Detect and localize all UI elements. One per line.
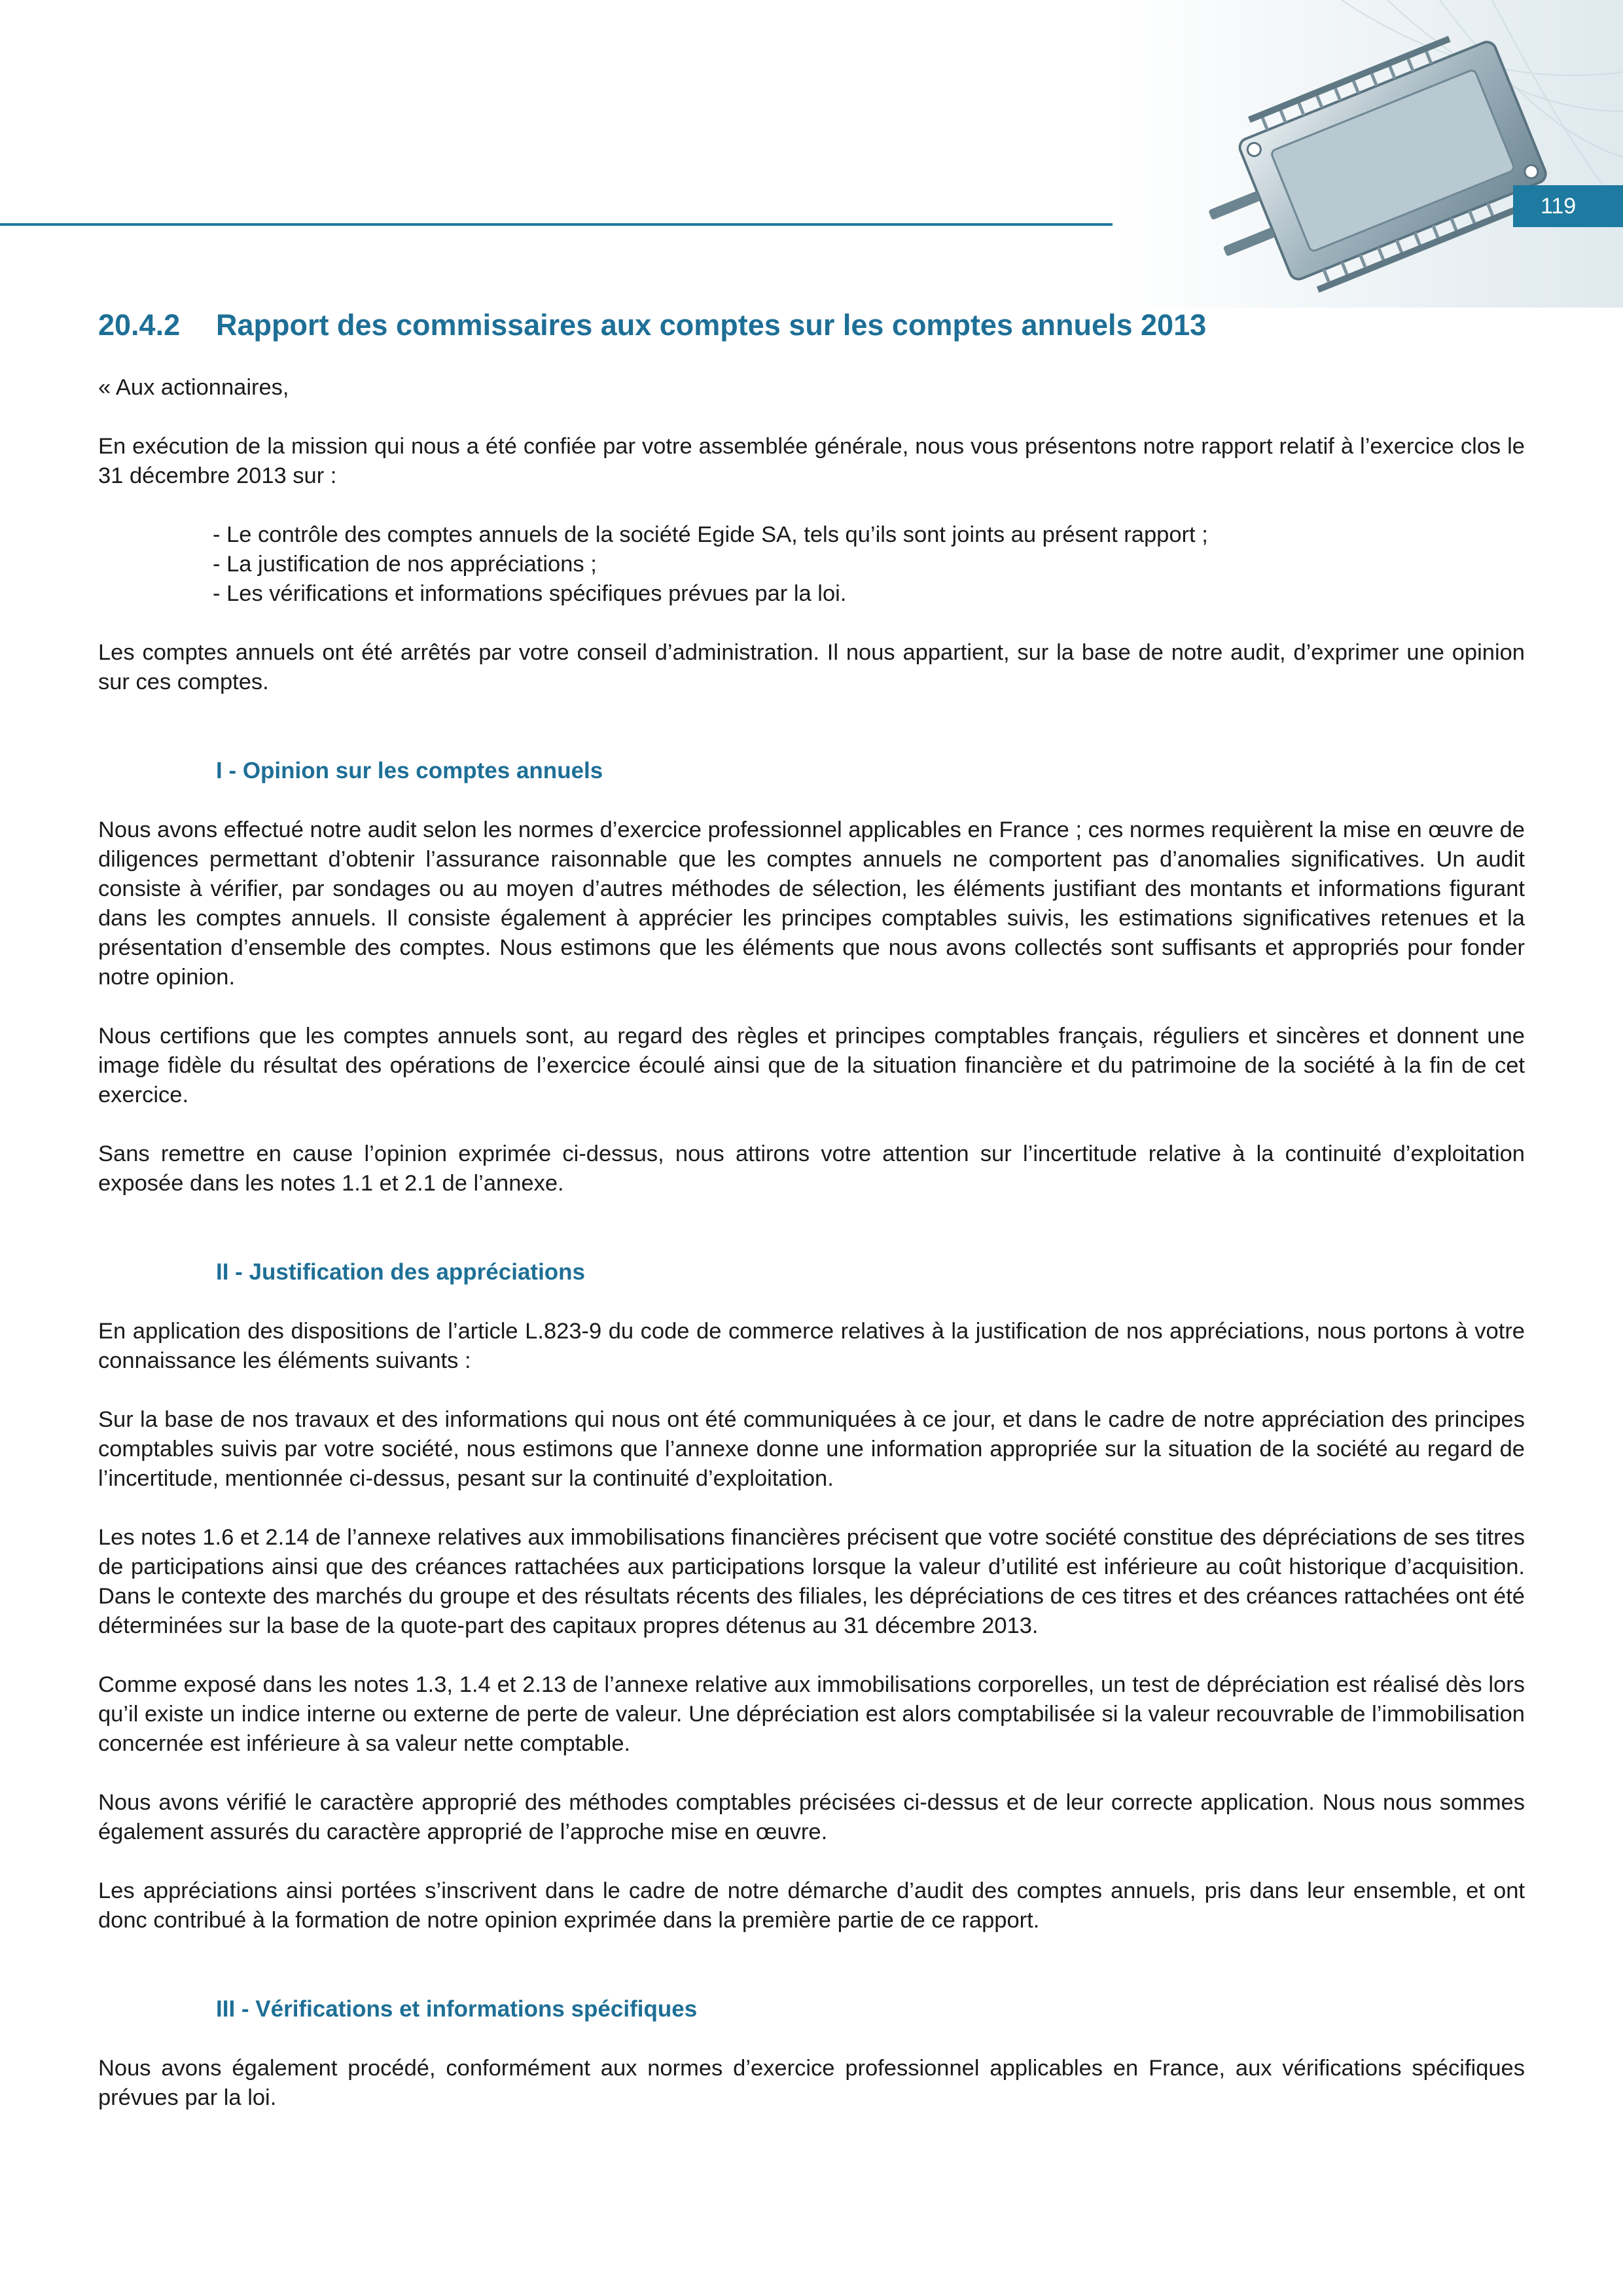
paragraph: Les notes 1.6 et 2.14 de l’annexe relatives aux immobilisations financières précisent que votre société constitue des dépréciations de ses titres de participations ainsi que des créances rattachées aux participations lorsque la valeur d’utilité est inférieure au coût historique d’acquisition. Dans le contexte des marchés du groupe et des résultats récents des filiales, les dépréciations de ces titres et des créances rattachées ont été déterminées sur la base de la quote-part des capitaux propres détenus au 31 décembre 2013. xyxy=(98,1525,1525,1638)
list-item: - La justification de nos appréciations ; xyxy=(213,552,597,577)
document-body xyxy=(98,308,1525,2142)
paragraph: En application des dispositions de l’article L.823-9 du code de commerce relatives à la justification de nos appréciations, nous portons à votre connaissance les éléments suivants : xyxy=(98,1319,1525,1373)
part3-heading: III - Vérifications et informations spécifiques xyxy=(216,1996,698,2022)
salutation: « Aux actionnaires, xyxy=(98,375,289,400)
section-title-text: Rapport des commissaires aux comptes sur les comptes annuels 2013 xyxy=(216,308,1207,342)
intro-paragraph: En exécution de la mission qui nous a été confiée par votre assemblée générale, nous vous présentons notre rapport relatif à l’exercice clos le 31 décembre 2013 sur : xyxy=(98,434,1525,488)
list-item: - Les vérifications et informations spécifiques prévues par la loi. xyxy=(213,581,847,606)
paragraph: Nous avons effectué notre audit selon les normes d’exercice professionnel applicables en France ; ces normes requièrent la mise en œuvre de diligences permettant d’obtenir l’assurance raisonnable que les comptes annuels ne comportent pas d’anomalies significatives. Un audit consiste à vérifier, par sondages ou au moyen d’autres méthodes de sélection, les éléments justifiant des montants et informations figurant dans les comptes annuels. Il consiste également à apprécier les principes comptables suivis, les estimations significatives retenues et la présentation d’ensemble des comptes. Nous estimons que les éléments que nous avons collectés sont suffisants et appropriés pour fonder notre opinion. xyxy=(98,817,1525,990)
header-rule xyxy=(0,223,1113,226)
section-title xyxy=(98,308,1525,343)
part1-heading: I - Opinion sur les comptes annuels xyxy=(216,758,603,783)
paragraph: Sur la base de nos travaux et des informations qui nous ont été communiquées à ce jour, et dans le cadre de notre appréciation des principes comptables suivis par votre société, nous estimons que l’annexe donne une information appropriée sur la situation de la société au regard de l’incertitude, mentionnée ci-dessus, pesant sur la continuité d’exploitation. xyxy=(98,1407,1525,1491)
electronic-package-photo xyxy=(1113,0,1623,308)
list-item: - Le contrôle des comptes annuels de la société Egide SA, tels qu’ils sont joints au présent rapport ; xyxy=(213,522,1208,547)
page-number: 119 xyxy=(1513,185,1623,227)
paragraph: Comme exposé dans les notes 1.3, 1.4 et 2.13 de l’annexe relative aux immobilisations corporelles, un test de dépréciation est réalisé dès lors qu’il existe un indice interne ou externe de perte de valeur. Une dépréciation est alors comptabilisée si la valeur recouvrable de l’immobilisation concernée est inférieure à sa valeur nette comptable. xyxy=(98,1672,1525,1756)
paragraph: Sans remettre en cause l’opinion exprimée ci-dessus, nous attirons votre attention sur l’incertitude relative à la continuité d’exploitation exposée dans les notes 1.1 et 2.1 de l’annexe. xyxy=(98,1141,1525,1196)
scope-list xyxy=(213,520,1525,609)
paragraph: Nous certifions que les comptes annuels sont, au regard des règles et principes comptables français, réguliers et sincères et donnent une image fidèle du résultat des opérations de l’exercice écoulé ainsi que de la situation financière et du patrimoine de la société à la fin de cet exercice. xyxy=(98,1024,1525,1107)
paragraph: Nous avons également procédé, conformément aux normes d’exercice professionnel applicables en France, aux vérifications spécifiques prévues par la loi. xyxy=(98,2056,1525,2110)
section-number: 20.4.2 xyxy=(98,308,181,342)
paragraph: Nous avons vérifié le caractère approprié des méthodes comptables précisées ci-dessus et de leur correcte application. Nous nous sommes également assurés du caractère approprié de l’approche mise en œuvre. xyxy=(98,1790,1525,1844)
part2-heading: II - Justification des appréciations xyxy=(216,1259,586,1285)
paragraph: Les appréciations ainsi portées s’inscrivent dans le cadre de notre démarche d’audit des comptes annuels, pris dans leur ensemble, et ont donc contribué à la formation de notre opinion exprimée dans la première partie de ce rapport. xyxy=(98,1878,1525,1933)
intro-paragraph-2: Les comptes annuels ont été arrêtés par votre conseil d’administration. Il nous appartient, sur la base de notre audit, d’exprimer une opinion sur ces comptes. xyxy=(98,640,1525,694)
